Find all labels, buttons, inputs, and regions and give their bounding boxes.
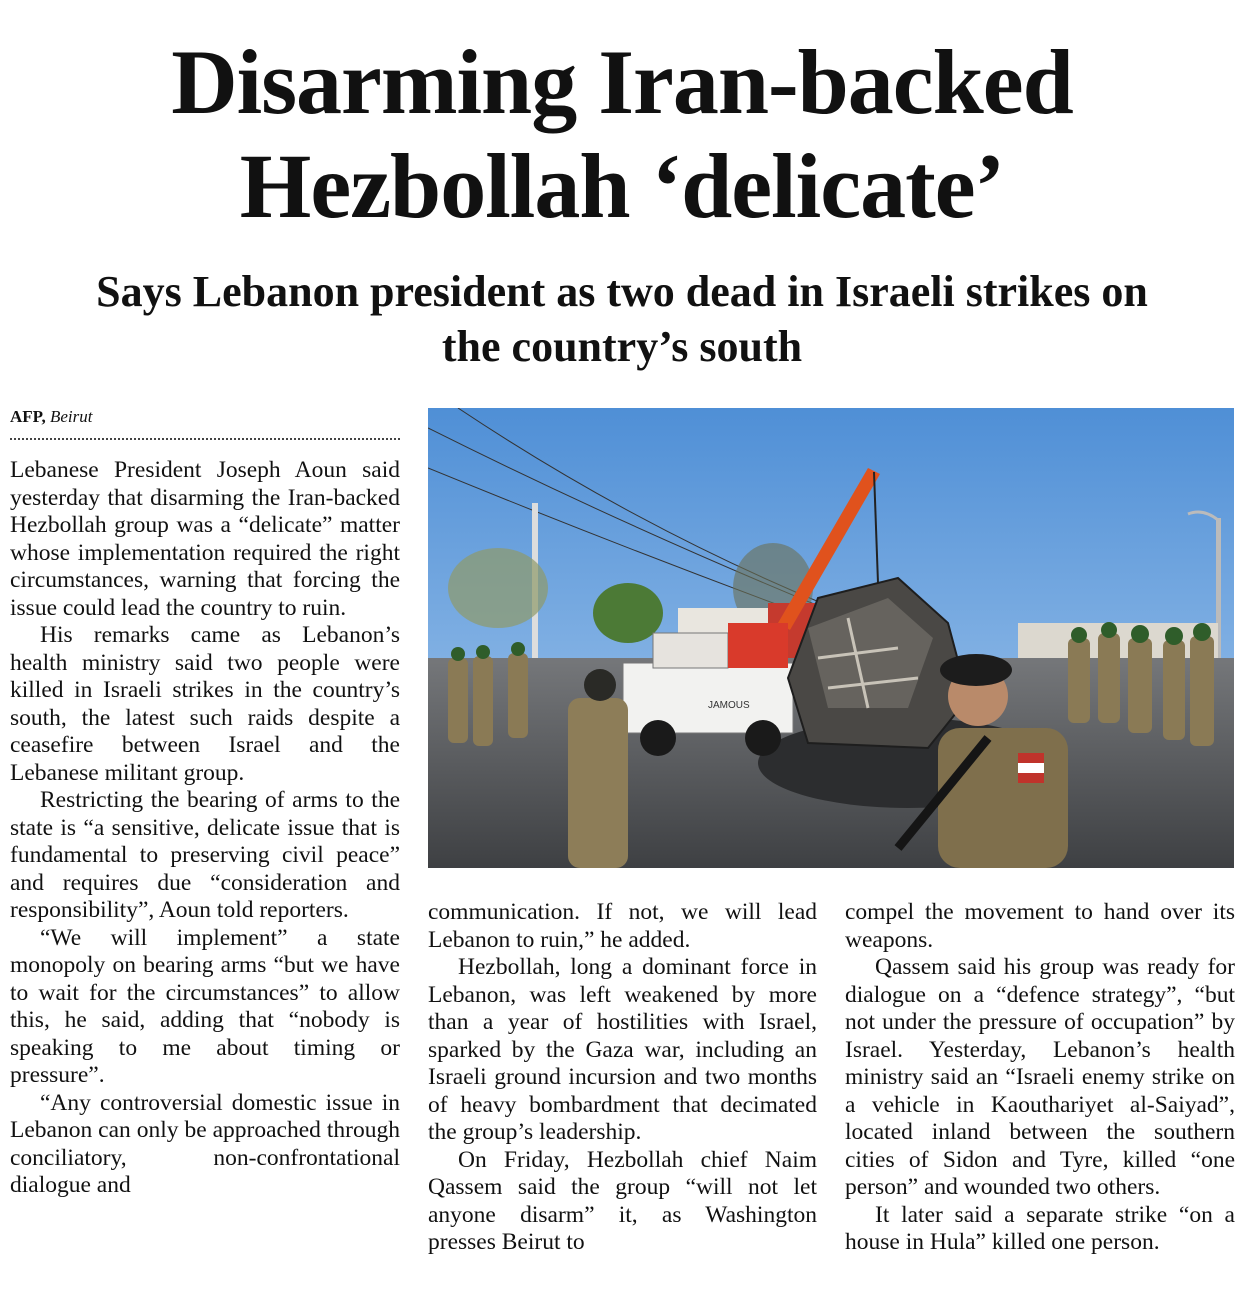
byline-location: Beirut xyxy=(50,407,93,426)
paragraph: “We will implement” a state monopoly on bearing arms “but we have to wait for the circumstances” to allow this, he said, adding that “nobody is speaking to me about timing or pressure”. xyxy=(10,924,400,1088)
paragraph: His remarks came as Lebanon’s health ministry said two people were killed in Israeli strikes in the country’s south, the latest such raids despite a ceasefire between Israel and the Lebanese militant group. xyxy=(10,622,400,786)
headline xyxy=(0,30,1244,238)
subheadline xyxy=(0,264,1244,374)
tree xyxy=(448,548,548,628)
article-column-1 xyxy=(10,457,400,1287)
paragraph: Hezbollah, long a dominant force in Lebanon, was left weakened by more than a year of hostilities with Israel, sparked by the Gaza war, including an Israeli ground incursion and two months of heavy bombardment that decimated the group’s leadership. xyxy=(428,954,817,1145)
photo-illustration xyxy=(428,408,1234,868)
byline-divider xyxy=(10,438,400,440)
paragraph: Qassem said his group was ready for dialogue on a “defence strategy”, “but not under the pressure of occupation” by Israel. Yesterday, Lebanon’s health ministry said an “Israeli enemy strike on a vehicle in Kaouthariyet al-Saiyad”, located inland between the southern cities of Sidon and Tyre, killed “one person” and wounded two others. xyxy=(845,954,1235,1200)
paragraph: It later said a separate strike “on a house in Hula” killed one person. xyxy=(845,1201,1235,1255)
byline-agency: AFP, xyxy=(10,407,46,426)
subheadline-line-1: Says Lebanon president as two dead in Israeli strikes on xyxy=(96,267,1148,316)
paragraph: compel the movement to hand over its weapons. xyxy=(845,899,1235,953)
paragraph: On Friday, Hezbollah chief Naim Qassem said the group “will not let anyone disarm” it, as Washington presses Beirut to xyxy=(428,1146,817,1255)
subheadline-line-2: the country’s south xyxy=(441,322,803,371)
article-column-3 xyxy=(845,899,1235,1289)
byline xyxy=(10,404,400,430)
paragraph: Lebanese President Joseph Aoun said yesterday that disarming the Iran-backed Hezbollah group was a “delicate” matter whose implementation required the right circumstances, warning that forcing the issue could lead the country to ruin. xyxy=(10,457,400,621)
news-photo xyxy=(428,408,1234,868)
soldier-back xyxy=(568,698,628,868)
soldier-foreground xyxy=(938,728,1068,868)
article-column-2 xyxy=(428,899,817,1289)
paragraph: communication. If not, we will lead Lebanon to ruin,” he added. xyxy=(428,899,817,953)
paragraph: Restricting the bearing of arms to the state is “a sensitive, delicate issue that is fundamental to preserving civil peace” and requires due “consideration and responsibility”, Aoun told reporters. xyxy=(10,787,400,923)
headline-line-1: Disarming Iran-backed xyxy=(171,31,1073,133)
truck-plate: JAMOUS xyxy=(708,700,750,711)
paragraph: “Any controversial domestic issue in Lebanon can only be approached through conciliatory, non-confrontational dialogue and xyxy=(10,1089,400,1198)
headline-line-2: Hezbollah ‘delicate’ xyxy=(239,135,1005,237)
